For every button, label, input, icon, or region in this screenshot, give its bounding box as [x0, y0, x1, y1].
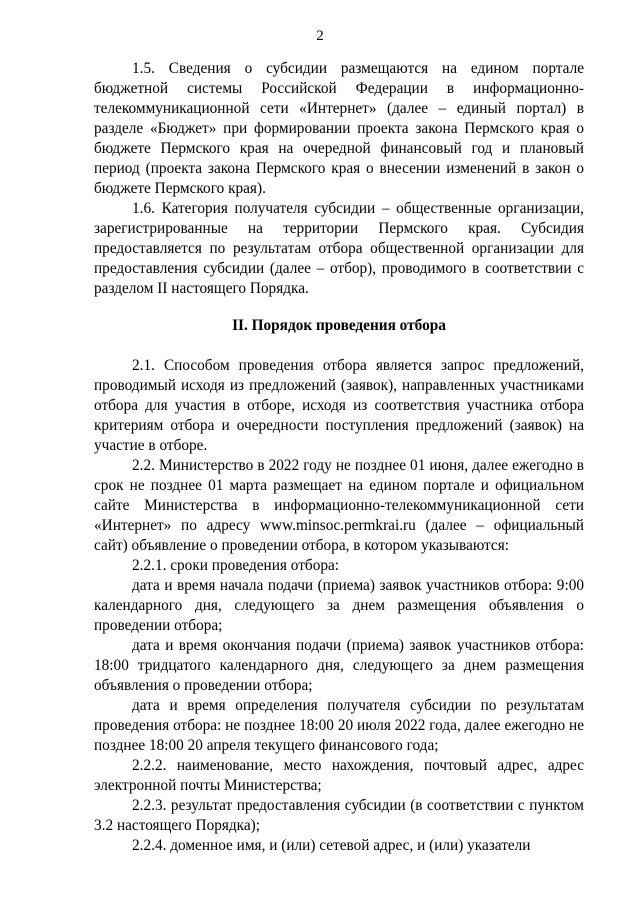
- paragraph-2-2-4: 2.2.4. доменное имя, и (или) сетевой адрес, и (или) указатели: [132, 837, 531, 854]
- paragraph-end-date: дата и время окончания подачи (приема) заявок участников отбора: 18:00 тридцатого календарного дня, следующего за днем размещения объявления о проведении отбора;: [94, 637, 584, 694]
- paragraph-2-2-1: 2.2.1. сроки проведения отбора:: [132, 557, 340, 574]
- section-heading: II. Порядок проведения отбора: [232, 317, 446, 334]
- paragraph-2-1: 2.1. Способом проведения отбора является запрос предложений, проводимый исходя из предложений (заявок), направленных участниками отбора для участия в отборе, исходя из соответствия участника отбора критериям отбора и очередности поступления предложений (заявок) на участие в отборе.: [94, 357, 584, 454]
- paragraph-2-2-2: 2.2.2. наименование, место нахождения, почтовый адрес, адрес электронной почты Министерства;: [94, 757, 584, 794]
- paragraph-2-2: 2.2. Министерство в 2022 году не позднее 01 июня, далее ежегодно в срок не позднее 01 марта размещает на едином портале и официальном сайте Министерства в информационно-телекоммуникационной сети «Интернет» по адресу www.minsoc.permkrai.ru (далее – официальный сайт) объявление о проведении отбора, в котором указываются:: [94, 457, 584, 554]
- paragraph-1-5: 1.5. Сведения о субсидии размещаются на едином портале бюджетной системы Российской Федерации в информационно-телекоммуникационной сети «Интернет» (далее – единый портал) в разделе «Бюджет» при формировании проекта закона Пермского края о бюджете Пермского края на очередной финансовый год и плановый период (проекта закона Пермского края о внесении изменений в закон о бюджете Пермского края).: [94, 60, 584, 197]
- paragraph-2-2-3: 2.2.3. результат предоставления субсидии (в соответствии с пунктом 3.2 настоящего Порядка);: [94, 797, 584, 834]
- page-number: 2: [316, 28, 324, 44]
- paragraph-result-date: дата и время определения получателя субсидии по результатам проведения отбора: не позднее 18:00 20 июля 2022 года, далее ежегодно не позднее 18:00 20 апреля текущего финансового года;: [94, 697, 584, 754]
- paragraph-start-date: дата и время начала подачи (приема) заявок участников отбора: 9:00 календарного дня, следующего за днем размещения объявления о проведении отбора;: [94, 577, 584, 634]
- paragraph-1-6: 1.6. Категория получателя субсидии – общественные организации, зарегистрированные на территории Пермского края. Субсидия предоставляется по результатам отбора общественной организации для предоставления субсидии (далее – отбор), проводимого в соответствии с разделом II настоящего Порядка.: [94, 200, 584, 297]
- document-body: [94, 59, 584, 856]
